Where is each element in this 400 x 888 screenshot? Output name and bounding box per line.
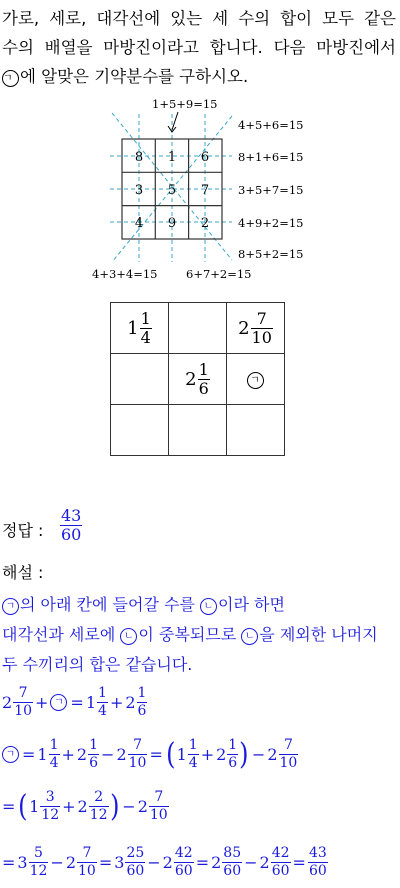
grid-cell	[169, 405, 227, 456]
example-cell: 2	[200, 216, 210, 231]
example-cell: 1	[167, 150, 177, 165]
example-cell: 7	[200, 183, 210, 198]
problem-line-3	[2, 62, 396, 91]
solution-label: 해설 :	[2, 563, 44, 582]
marker-nieun-icon: ㄴ	[241, 628, 258, 645]
marker-giyeok-icon: ㄱ	[2, 598, 19, 615]
example-cell: 6	[200, 150, 210, 165]
numerator: 1	[140, 308, 151, 328]
denominator: 60	[61, 525, 82, 544]
marker-nieun-icon: ㄴ	[200, 598, 217, 615]
grid-cell	[227, 303, 285, 354]
grid-cell	[169, 354, 227, 405]
grid-cell	[111, 354, 169, 405]
solution-text: 대각선과 세로에	[2, 625, 116, 644]
solution-text: 의 아래 칸에 들어갈 수를	[20, 595, 195, 614]
answer-value	[60, 507, 82, 544]
equation-3: = ( 1 $\frac{3}{12}$ + 2 $\frac{2}{12}$ ) − 2 $\frac{7}{10}$	[2, 788, 168, 824]
solution-text: 이 중복되므로	[138, 625, 237, 644]
solution-text: 이라 하면	[218, 595, 285, 614]
example-bottom-label: 6+7+2=15	[186, 267, 252, 281]
arrow-icon	[172, 112, 178, 130]
grid-cell	[111, 303, 169, 354]
solution-line-1	[2, 592, 396, 615]
problem-line-2: 수의 배열을 마방진이라고 합니다. 다음 마방진에서	[2, 38, 396, 57]
example-cell: 8	[134, 150, 144, 165]
magic-square-grid	[110, 302, 285, 456]
example-right-label: 3+5+7=15	[238, 183, 304, 197]
example-cell: 4	[134, 216, 144, 231]
example-right-label: 4+5+6=15	[238, 118, 304, 132]
example-cell: 9	[167, 216, 177, 231]
whole-part: 2	[238, 317, 250, 339]
numerator: 1	[198, 359, 209, 379]
equation-2: ㄱ = 1 $\frac{1}{4}$ + 2 $\frac{1}{6}$ − 2 $\frac{7}{10}$ = ( 1 $\frac{1}{4}$ + 2 $\frac{1}{6}$ ) − 2 $\frac{7}{10}$	[2, 737, 298, 772]
marker-giyeok-icon: ㄱ	[50, 694, 67, 711]
example-right-label: 4+9+2=15	[238, 216, 304, 230]
denominator: 6	[198, 378, 209, 398]
solution-text: 을 제외한 나머지	[259, 625, 378, 644]
example-right-label: 8+5+2=15	[238, 247, 304, 261]
example-cell: 3	[134, 183, 144, 198]
denominator: 4	[140, 327, 151, 347]
equation-1: 2 $\frac{7}{10}$ + ㄱ = 1 $\frac{1}{4}$ + 2 $\frac{1}{6}$	[2, 685, 147, 719]
example-cell: 5	[167, 183, 177, 198]
equation-4: = 3 $\frac{5}{12}$ − 2 $\frac{7}{10}$ = 3 $\frac{25}{60}$ − 2 $\frac{42}{60}$ = 2 $\frac{85}{60}$ − 2 $\frac{42}{60}$ = $\frac{43}{60}$	[2, 845, 327, 879]
example-bottom-label: 4+3+4=15	[92, 267, 158, 281]
grid-cell	[227, 354, 285, 405]
denominator: 10	[251, 327, 272, 347]
problem-line-1: 가로, 세로, 대각선에 있는 세 수의 합이 모두 같은	[2, 9, 396, 28]
whole-part: 1	[127, 317, 139, 339]
marker-giyeok-icon: ㄱ	[2, 70, 19, 87]
example-right-label: 8+1+6=15	[238, 150, 304, 164]
numerator: 7	[256, 308, 267, 328]
marker-giyeok-icon: ㄱ	[2, 746, 19, 763]
solution-line-3: 두 수끼리의 합은 같습니다.	[2, 655, 193, 674]
whole-part: 2	[185, 368, 197, 390]
solution-line-2	[2, 622, 396, 645]
grid-cell	[169, 303, 227, 354]
problem-line-3-text: 에 알맞은 기약분수를 구하시오.	[20, 67, 249, 86]
problem-statement	[2, 4, 396, 91]
grid-cell	[227, 405, 285, 456]
example-top-label: 1+5+9=15	[152, 97, 218, 111]
grid-cell	[111, 405, 169, 456]
marker-giyeok-icon: ㄱ	[247, 372, 264, 389]
numerator: 43	[61, 506, 82, 525]
answer-label: 정답 :	[2, 521, 44, 540]
example-magic-square	[0, 92, 400, 292]
marker-nieun-icon: ㄴ	[120, 628, 137, 645]
